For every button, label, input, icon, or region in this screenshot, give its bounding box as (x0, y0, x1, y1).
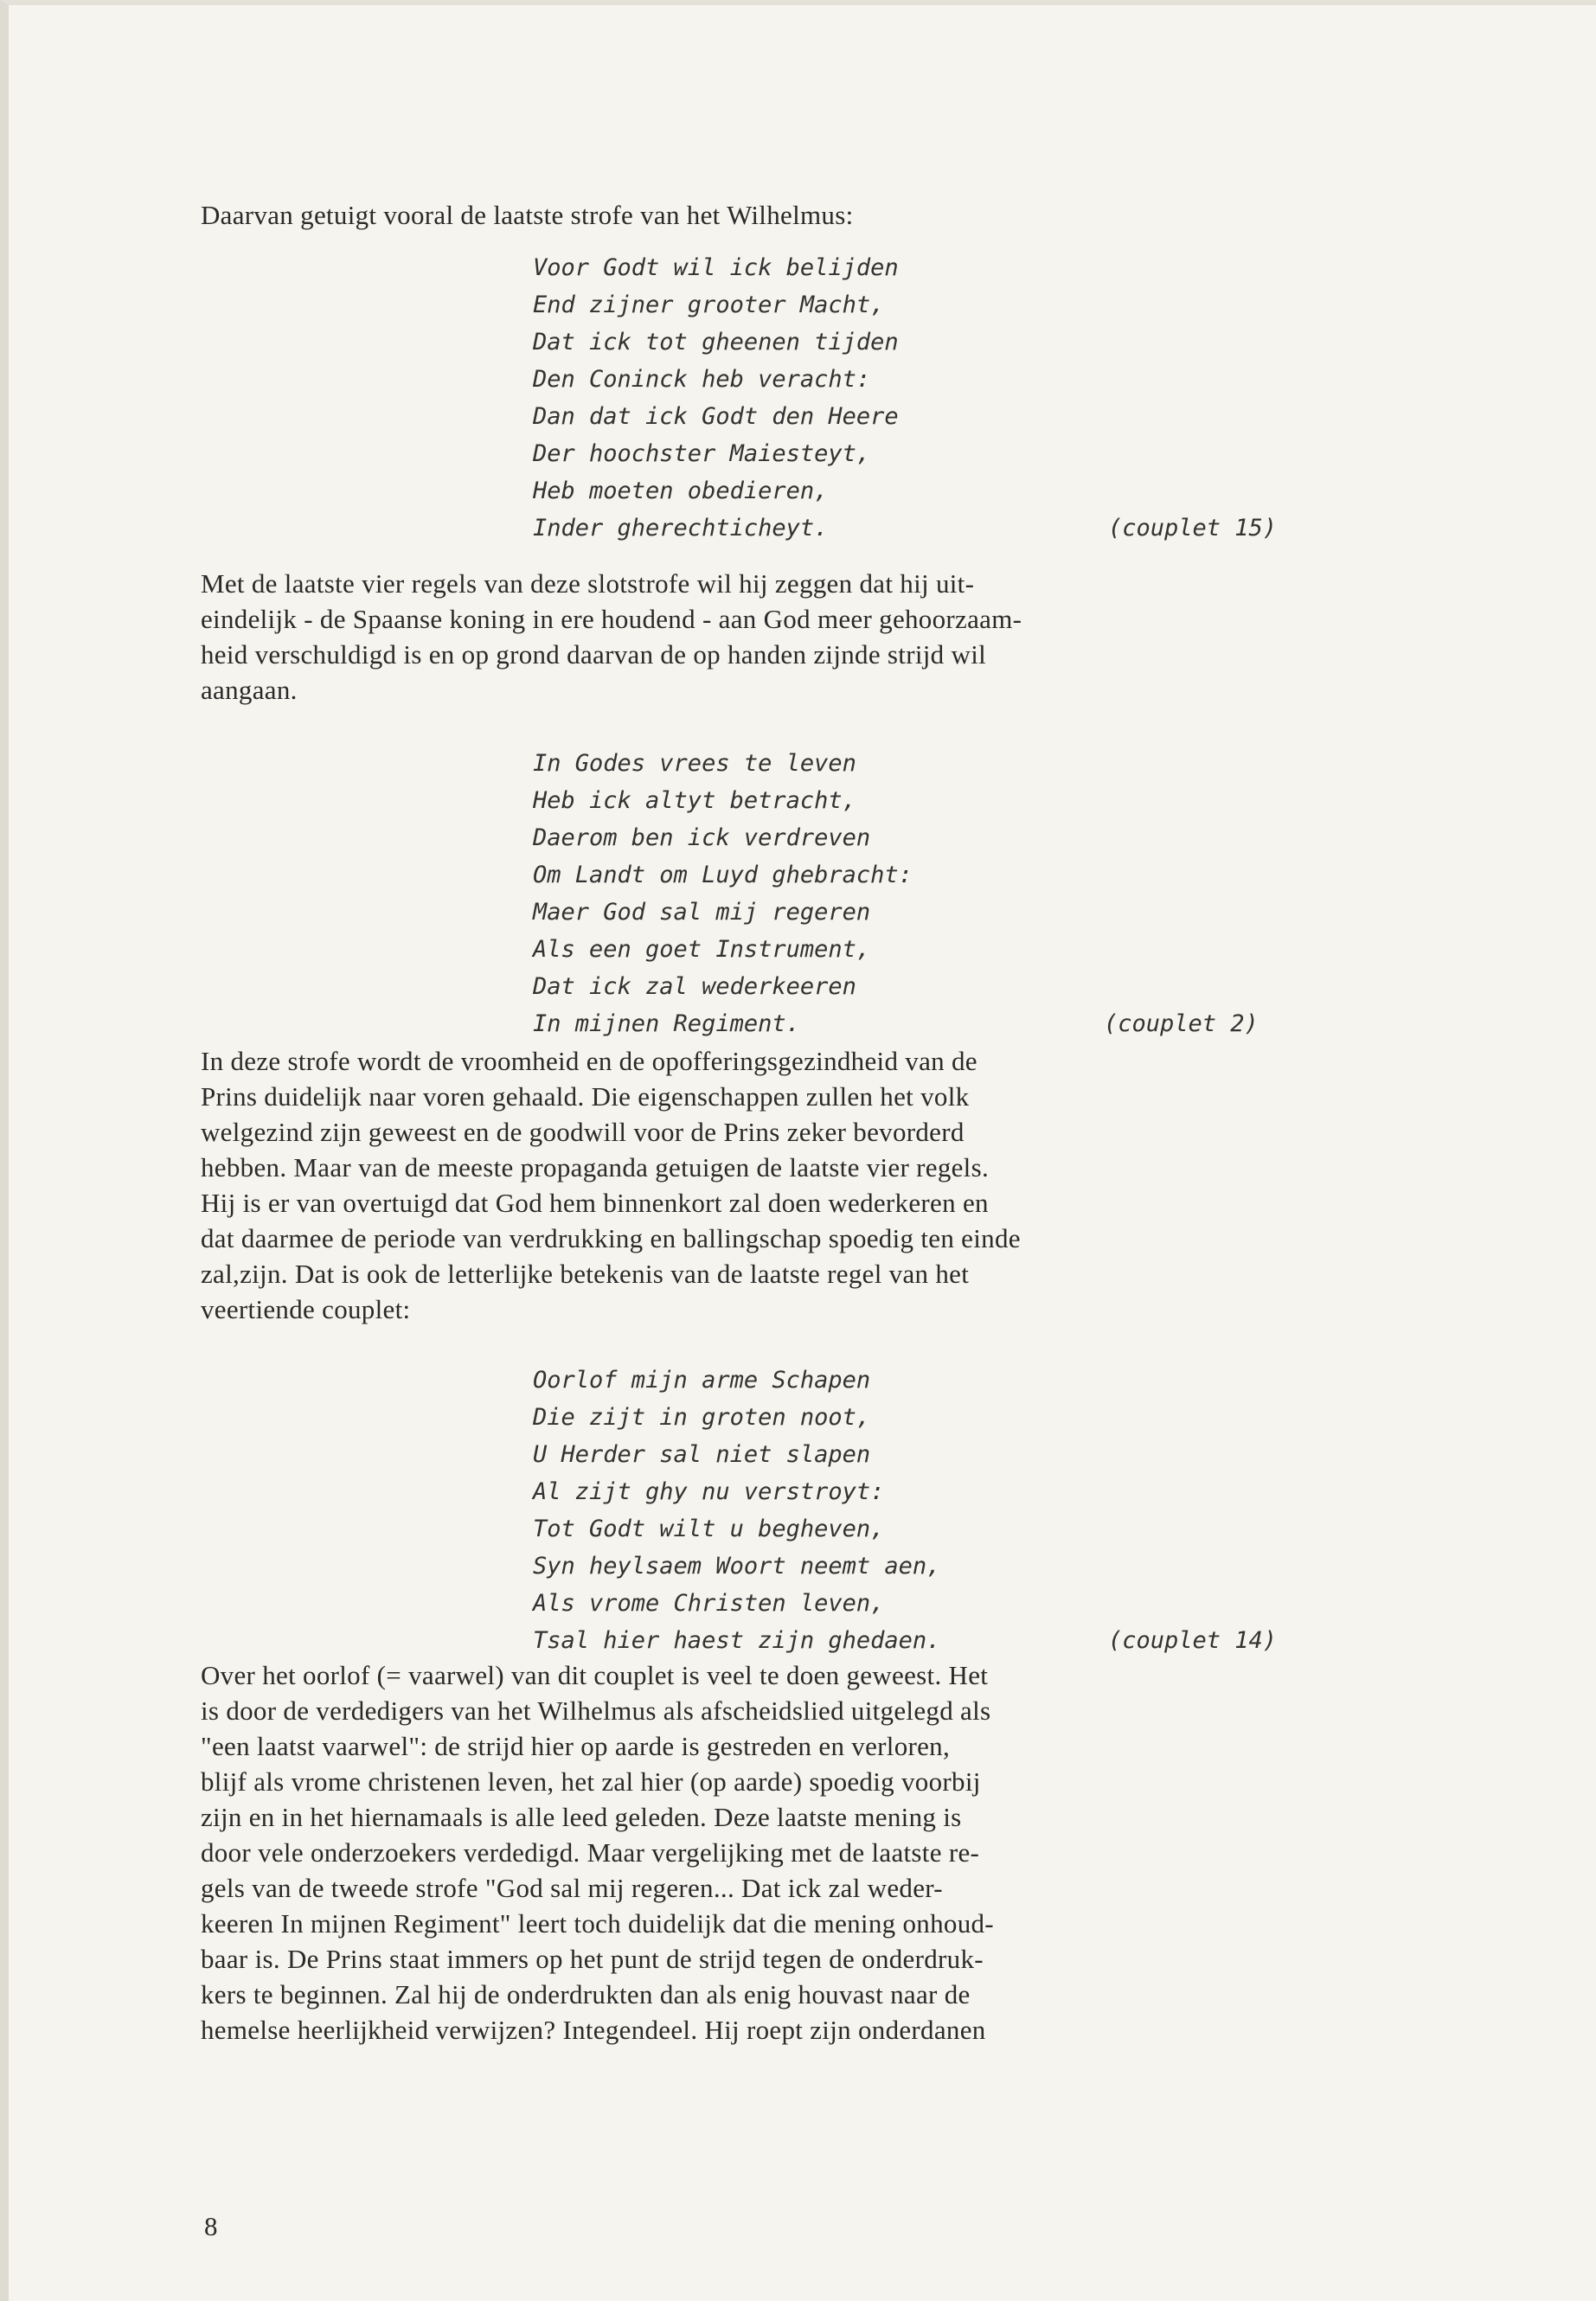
verse-line-last (533, 1622, 1278, 1659)
verse-line: Den Coninck heb veracht: (533, 366, 871, 393)
paragraph-line: Prins duidelijk naar voren gehaald. Die eigenschappen zullen het volk (201, 1081, 970, 1112)
paragraph-line: Hij is er van overtuigd dat God hem binnenkort zal doen wederkeren en (201, 1188, 989, 1218)
paragraph-1 (201, 566, 1464, 708)
paragraph-line: zijn en in het hiernamaals is alle leed geleden. Deze laatste mening is (201, 1802, 962, 1832)
verse-line: Heb ick altyt betracht, (533, 787, 856, 814)
verse-line: Dat ick zal wederkeeren (533, 973, 856, 1000)
intro-text: Daarvan getuigt vooral de laatste strofe van het Wilhelmus: (201, 200, 854, 230)
verse-line-text: Inder gherechticheyt. (533, 515, 829, 542)
paragraph-line: welgezind zijn geweest en de goodwill voor de Prins zeker bevorderd (201, 1117, 965, 1147)
verse-line: In Godes vrees te leven (533, 750, 856, 777)
verse-line-text: In mijnen Regiment. (533, 1010, 800, 1037)
couplet-reference: (couplet 2) (1104, 1010, 1259, 1037)
paragraph-line: kers te beginnen. Zal hij de onderdrukten dan als enig houvast naar de (201, 1979, 971, 2009)
paragraph-line: zal,zijn. Dat is ook de letterlijke betekenis van de laatste regel van het (201, 1259, 970, 1289)
paragraph-line: In deze strofe wordt de vroomheid en de opofferingsgezindheid van de (201, 1046, 977, 1076)
paragraph-line: hemelse heerlijkheid verwijzen? Integendeel. Hij roept zijn onderdanen (201, 2015, 986, 2045)
verse-line: Daerom ben ick verdreven (533, 824, 871, 851)
paragraph-line: is door de verdedigers van het Wilhelmus als afscheidslied uitgelegd als (201, 1695, 991, 1726)
paragraph-line: "een laatst vaarwel": de strijd hier op aarde is gestreden en verloren, (201, 1731, 951, 1761)
verse-line: Tot Godt wilt u begheven, (533, 1516, 885, 1542)
verse-line: End zijner grooter Macht, (533, 292, 885, 318)
verse-line: Al zijt ghy nu verstroyt: (533, 1478, 885, 1505)
intro-line (201, 197, 1464, 233)
verse-line-text: Tsal hier haest zijn ghedaen. (533, 1627, 941, 1654)
paragraph-line: blijf als vrome christenen leven, het zal hier (op aarde) spoedig voorbij (201, 1766, 981, 1797)
paragraph-line: aangaan. (201, 675, 298, 705)
verse-line: Oorlof mijn arme Schapen (533, 1367, 871, 1394)
paragraph-line: dat daarmee de periode van verdrukking en ballingschap spoedig ten einde (201, 1223, 1021, 1253)
couplet-reference: (couplet 15) (1108, 515, 1278, 542)
paragraph-line: door vele onderzoekers verdedigd. Maar vergelijking met de laatste re- (201, 1837, 980, 1868)
paragraph-line: baar is. De Prins staat immers op het punt de strijd tegen de onderdruk- (201, 1944, 984, 1974)
page-number: 8 (204, 2211, 218, 2241)
paragraph-2 (201, 1043, 1464, 1327)
verse-line: Als vrome Christen leven, (533, 1590, 885, 1617)
stanza-couplet-14 (533, 1362, 1278, 1659)
verse-line: Als een goet Instrument, (533, 936, 871, 963)
verse-line-last (533, 510, 1278, 547)
paragraph-line: eindelijk - de Spaanse koning in ere houdend - aan God meer gehoorzaam- (201, 604, 1022, 634)
stanza-couplet-15 (533, 249, 1278, 547)
stanza-couplet-2 (533, 745, 1259, 1042)
paragraph-line: heid verschuldigd is en op grond daarvan de op handen zijnde strijd wil (201, 639, 987, 670)
paragraph-line: Met de laatste vier regels van deze slotstrofe wil hij zeggen dat hij uit- (201, 568, 975, 599)
verse-line: Heb moeten obedieren, (533, 478, 829, 504)
verse-line: Dan dat ick Godt den Heere (533, 403, 899, 430)
paragraph-line: veertiende couplet: (201, 1294, 411, 1324)
couplet-reference: (couplet 14) (1108, 1627, 1278, 1654)
verse-line: Voor Godt wil ick belijden (533, 254, 899, 281)
paragraph-line: gels van de tweede strofe "God sal mij regeren... Dat ick zal weder- (201, 1873, 943, 1903)
verse-line-last (533, 1005, 1259, 1042)
verse-line: Syn heylsaem Woort neemt aen, (533, 1553, 941, 1580)
verse-line: Dat ick tot gheenen tijden (533, 329, 899, 356)
verse-line: Die zijt in groten noot, (533, 1404, 871, 1431)
verse-line: Der hoochster Maiesteyt, (533, 440, 871, 467)
verse-line: Maer God sal mij regeren (533, 899, 871, 926)
paragraph-line: keeren In mijnen Regiment" leert toch duidelijk dat die mening onhoud- (201, 1908, 994, 1939)
verse-line: Om Landt om Luyd ghebracht: (533, 862, 913, 888)
paragraph-line: hebben. Maar van de meeste propaganda getuigen de laatste vier regels. (201, 1152, 990, 1183)
paragraph-line: Over het oorlof (= vaarwel) van dit couplet is veel te doen geweest. Het (201, 1660, 989, 1690)
paragraph-3 (201, 1657, 1464, 2048)
verse-line: U Herder sal niet slapen (533, 1441, 871, 1468)
